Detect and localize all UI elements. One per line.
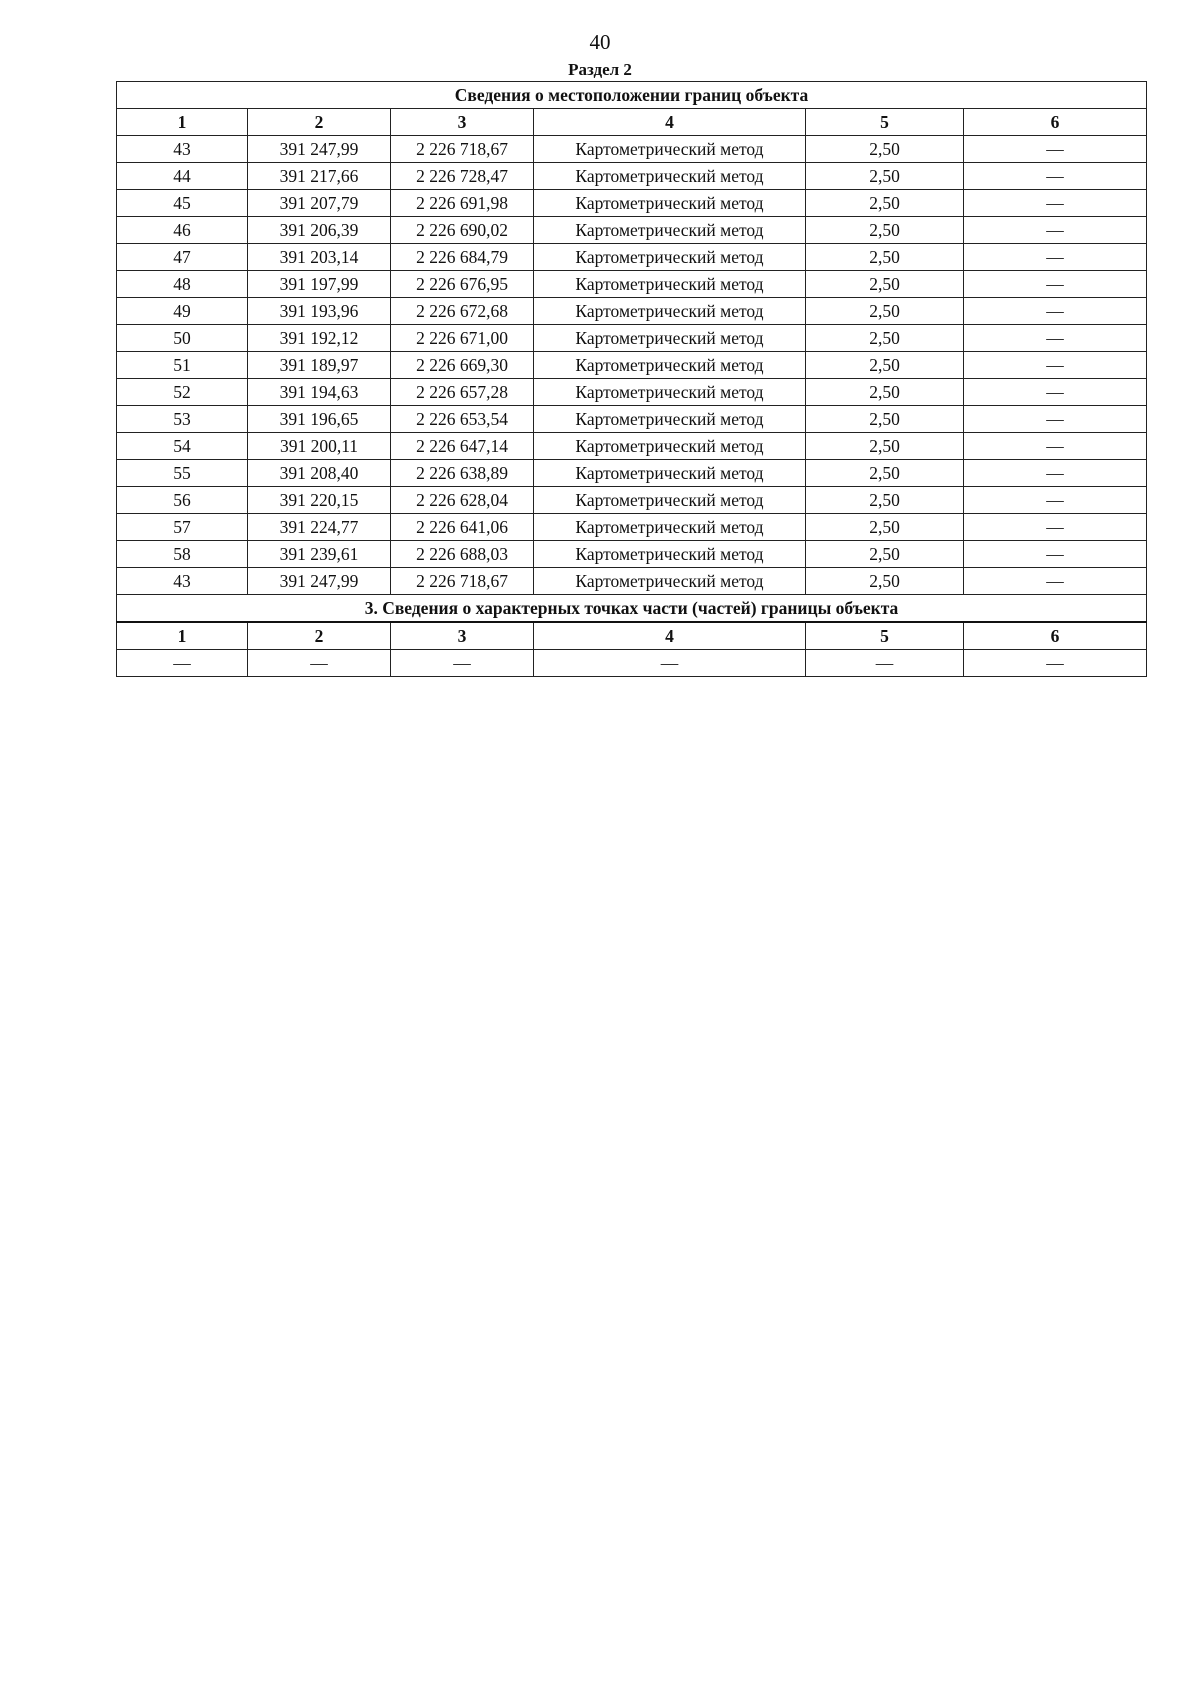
cell-col-1: 50 (117, 325, 248, 352)
table-title-row (117, 82, 1147, 109)
cell-col-5: 2,50 (806, 460, 964, 487)
table-row (117, 379, 1147, 406)
cell-col-2: 391 239,61 (248, 541, 391, 568)
page-number: 40 (589, 30, 611, 54)
section3-cell-col-5: — (806, 650, 964, 677)
table-row (117, 487, 1147, 514)
cell-col-4: Картометрический метод (534, 163, 806, 190)
cell-col-3: 2 226 718,67 (391, 568, 534, 595)
column-header-col-4: 4 (534, 109, 806, 136)
cell-col-3: 2 226 728,47 (391, 163, 534, 190)
cell-col-5: 2,50 (806, 541, 964, 568)
cell-col-5: 2,50 (806, 352, 964, 379)
cell-col-1: 43 (117, 568, 248, 595)
cell-col-1: 43 (117, 136, 248, 163)
cell-col-6: — (964, 271, 1147, 298)
table-row (117, 514, 1147, 541)
cell-col-3: 2 226 641,06 (391, 514, 534, 541)
cell-col-6: — (964, 541, 1147, 568)
cell-col-6: — (964, 217, 1147, 244)
cell-col-4: Картометрический метод (534, 487, 806, 514)
cell-col-3: 2 226 671,00 (391, 325, 534, 352)
cell-col-2: 391 200,11 (248, 433, 391, 460)
cell-col-4: Картометрический метод (534, 217, 806, 244)
section3-header-col-6: 6 (964, 622, 1147, 650)
table-title: Сведения о местоположении границ объекта (117, 82, 1147, 109)
cell-col-6: — (964, 487, 1147, 514)
section3-header-row (117, 622, 1147, 650)
cell-col-2: 391 192,12 (248, 325, 391, 352)
cell-col-2: 391 207,79 (248, 190, 391, 217)
cell-col-1: 55 (117, 460, 248, 487)
section3-header-col-4: 4 (534, 622, 806, 650)
cell-col-5: 2,50 (806, 514, 964, 541)
cell-col-5: 2,50 (806, 217, 964, 244)
cell-col-2: 391 206,39 (248, 217, 391, 244)
cell-col-3: 2 226 628,04 (391, 487, 534, 514)
table-row (117, 271, 1147, 298)
cell-col-4: Картометрический метод (534, 190, 806, 217)
table-row (117, 190, 1147, 217)
cell-col-6: — (964, 244, 1147, 271)
cell-col-3: 2 226 718,67 (391, 136, 534, 163)
column-header-row (117, 109, 1147, 136)
column-header-col-5: 5 (806, 109, 964, 136)
table-row (117, 136, 1147, 163)
cell-col-5: 2,50 (806, 244, 964, 271)
section3-header-col-1: 1 (117, 622, 248, 650)
cell-col-6: — (964, 379, 1147, 406)
cell-col-1: 51 (117, 352, 248, 379)
cell-col-4: Картометрический метод (534, 514, 806, 541)
section3-row (117, 650, 1147, 677)
cell-col-4: Картометрический метод (534, 406, 806, 433)
section-label: Раздел 2 (568, 60, 632, 79)
cell-col-1: 56 (117, 487, 248, 514)
cell-col-5: 2,50 (806, 379, 964, 406)
cell-col-1: 46 (117, 217, 248, 244)
cell-col-6: — (964, 352, 1147, 379)
table-row (117, 568, 1147, 595)
cell-col-1: 54 (117, 433, 248, 460)
table-row (117, 163, 1147, 190)
cell-col-3: 2 226 684,79 (391, 244, 534, 271)
cell-col-3: 2 226 691,98 (391, 190, 534, 217)
cell-col-2: 391 193,96 (248, 298, 391, 325)
column-header-col-1: 1 (117, 109, 248, 136)
cell-col-2: 391 197,99 (248, 271, 391, 298)
cell-col-4: Картометрический метод (534, 352, 806, 379)
table-row (117, 217, 1147, 244)
cell-col-6: — (964, 325, 1147, 352)
cell-col-4: Картометрический метод (534, 136, 806, 163)
cell-col-1: 47 (117, 244, 248, 271)
table-row (117, 433, 1147, 460)
table-row (117, 325, 1147, 352)
table-row (117, 541, 1147, 568)
cell-col-5: 2,50 (806, 325, 964, 352)
section3-cell-col-3: — (391, 650, 534, 677)
boundary-table (116, 81, 1147, 677)
cell-col-5: 2,50 (806, 136, 964, 163)
cell-col-3: 2 226 690,02 (391, 217, 534, 244)
cell-col-2: 391 224,77 (248, 514, 391, 541)
cell-col-3: 2 226 669,30 (391, 352, 534, 379)
cell-col-1: 44 (117, 163, 248, 190)
section3-cell-col-1: — (117, 650, 248, 677)
section3-cell-col-4: — (534, 650, 806, 677)
cell-col-2: 391 194,63 (248, 379, 391, 406)
cell-col-2: 391 208,40 (248, 460, 391, 487)
table-row (117, 460, 1147, 487)
section3-header-col-3: 3 (391, 622, 534, 650)
section3-title: 3. Сведения о характерных точках части (частей) границы объекта (117, 595, 1147, 623)
cell-col-6: — (964, 460, 1147, 487)
cell-col-5: 2,50 (806, 163, 964, 190)
cell-col-5: 2,50 (806, 406, 964, 433)
cell-col-1: 45 (117, 190, 248, 217)
cell-col-5: 2,50 (806, 190, 964, 217)
cell-col-3: 2 226 657,28 (391, 379, 534, 406)
cell-col-4: Картометрический метод (534, 541, 806, 568)
cell-col-5: 2,50 (806, 487, 964, 514)
cell-col-4: Картометрический метод (534, 433, 806, 460)
cell-col-4: Картометрический метод (534, 244, 806, 271)
cell-col-2: 391 189,97 (248, 352, 391, 379)
cell-col-4: Картометрический метод (534, 460, 806, 487)
cell-col-2: 391 196,65 (248, 406, 391, 433)
cell-col-3: 2 226 638,89 (391, 460, 534, 487)
cell-col-6: — (964, 136, 1147, 163)
table-row (117, 406, 1147, 433)
section3-header-col-2: 2 (248, 622, 391, 650)
cell-col-2: 391 247,99 (248, 568, 391, 595)
cell-col-2: 391 217,66 (248, 163, 391, 190)
cell-col-6: — (964, 190, 1147, 217)
cell-col-6: — (964, 163, 1147, 190)
cell-col-2: 391 220,15 (248, 487, 391, 514)
cell-col-4: Картометрический метод (534, 298, 806, 325)
cell-col-3: 2 226 688,03 (391, 541, 534, 568)
table-row (117, 298, 1147, 325)
cell-col-1: 58 (117, 541, 248, 568)
cell-col-4: Картометрический метод (534, 568, 806, 595)
cell-col-5: 2,50 (806, 298, 964, 325)
column-header-col-2: 2 (248, 109, 391, 136)
cell-col-6: — (964, 298, 1147, 325)
section3-cell-col-6: — (964, 650, 1147, 677)
cell-col-6: — (964, 514, 1147, 541)
cell-col-3: 2 226 653,54 (391, 406, 534, 433)
cell-col-3: 2 226 676,95 (391, 271, 534, 298)
cell-col-3: 2 226 647,14 (391, 433, 534, 460)
cell-col-6: — (964, 568, 1147, 595)
column-header-col-3: 3 (391, 109, 534, 136)
cell-col-1: 52 (117, 379, 248, 406)
cell-col-1: 48 (117, 271, 248, 298)
section3-cell-col-2: — (248, 650, 391, 677)
cell-col-5: 2,50 (806, 433, 964, 460)
cell-col-1: 49 (117, 298, 248, 325)
cell-col-3: 2 226 672,68 (391, 298, 534, 325)
column-header-col-6: 6 (964, 109, 1147, 136)
section3-title-row (117, 595, 1147, 623)
cell-col-4: Картометрический метод (534, 271, 806, 298)
cell-col-1: 57 (117, 514, 248, 541)
cell-col-4: Картометрический метод (534, 325, 806, 352)
cell-col-4: Картометрический метод (534, 379, 806, 406)
cell-col-2: 391 247,99 (248, 136, 391, 163)
cell-col-2: 391 203,14 (248, 244, 391, 271)
cell-col-5: 2,50 (806, 568, 964, 595)
table-row (117, 352, 1147, 379)
cell-col-6: — (964, 406, 1147, 433)
table-row (117, 244, 1147, 271)
cell-col-1: 53 (117, 406, 248, 433)
section3-header-col-5: 5 (806, 622, 964, 650)
cell-col-5: 2,50 (806, 271, 964, 298)
cell-col-6: — (964, 433, 1147, 460)
